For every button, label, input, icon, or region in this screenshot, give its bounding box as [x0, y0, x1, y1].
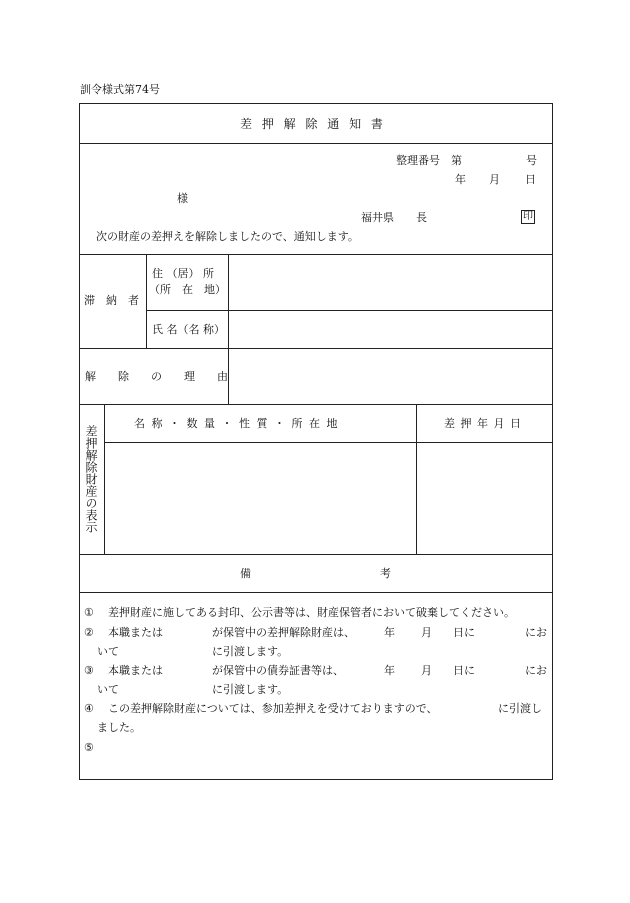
remark-text: この差押解除財産については、参加差押えを受けておりますので、 [108, 702, 438, 715]
remark-number: ③ [84, 664, 94, 677]
remark-text: 差押財産に施してある封印、公示書等は、財産保管者において破棄してください。 [108, 606, 515, 619]
date-day-label: 日 [525, 173, 536, 186]
name-label: 氏 名（名 称） [152, 323, 225, 336]
remark-number: ⑤ [84, 741, 94, 754]
remark-date-year: 年 [384, 664, 395, 677]
remark-date-month: 月 [421, 664, 432, 677]
remark-number: ② [84, 626, 94, 639]
document-title: 差 押 解 除 通 知 書 [240, 117, 383, 131]
property-side-label: 差押解除財産の表示 [84, 425, 98, 533]
remarks-heading-left: 備 [240, 567, 251, 580]
remark-text: 本職または [108, 626, 163, 639]
reference-number-suffix: 号 [526, 154, 537, 167]
property-desc-header: 名 称 ・ 数 量 ・ 性 質 ・ 所 在 地 [134, 417, 338, 430]
remark-text: にお [525, 664, 547, 677]
date-year-label: 年 [455, 173, 466, 186]
remark-text: に引渡します。 [212, 683, 289, 696]
remark-text: が保管中の差押解除財産は、 [212, 626, 355, 639]
remark-text: 本職または [108, 664, 163, 677]
seal-mark: 印 [523, 211, 533, 222]
remark-date-month: 月 [421, 626, 432, 639]
remark-text: にお [525, 626, 547, 639]
taxpayer-label: 滞 納 者 [84, 294, 139, 307]
date-month-label: 月 [489, 173, 500, 186]
remark-date-day: 日に [453, 626, 475, 639]
issuer-name: 福井県 長 [361, 211, 427, 224]
remark-number: ① [84, 606, 94, 619]
form-number: 訓令様式第74号 [80, 83, 160, 96]
property-date-header: 差 押 年 月 日 [444, 417, 521, 430]
remark-number: ④ [84, 702, 94, 715]
reference-number-label: 整理番号 第 [396, 154, 462, 167]
address-label-line1: 住 （居） 所 [152, 267, 214, 280]
remark-text: に引渡し [498, 702, 542, 715]
addressee-honorific: 様 [177, 192, 188, 205]
address-label-line2: （所 在 地） [149, 283, 226, 296]
remark-text: いて [97, 683, 119, 696]
remarks-heading-right: 考 [380, 567, 391, 580]
remark-text: いて [97, 645, 119, 658]
remark-text: に引渡します。 [212, 645, 289, 658]
remark-text: ました。 [97, 721, 141, 734]
remark-text: が保管中の債券証書等は、 [212, 664, 344, 677]
notice-text: 次の財産の差押えを解除しましたので、通知します。 [96, 230, 359, 243]
remark-date-year: 年 [384, 626, 395, 639]
reason-label: 解 除 の 理 由 [85, 370, 228, 383]
remark-date-day: 日に [453, 664, 475, 677]
